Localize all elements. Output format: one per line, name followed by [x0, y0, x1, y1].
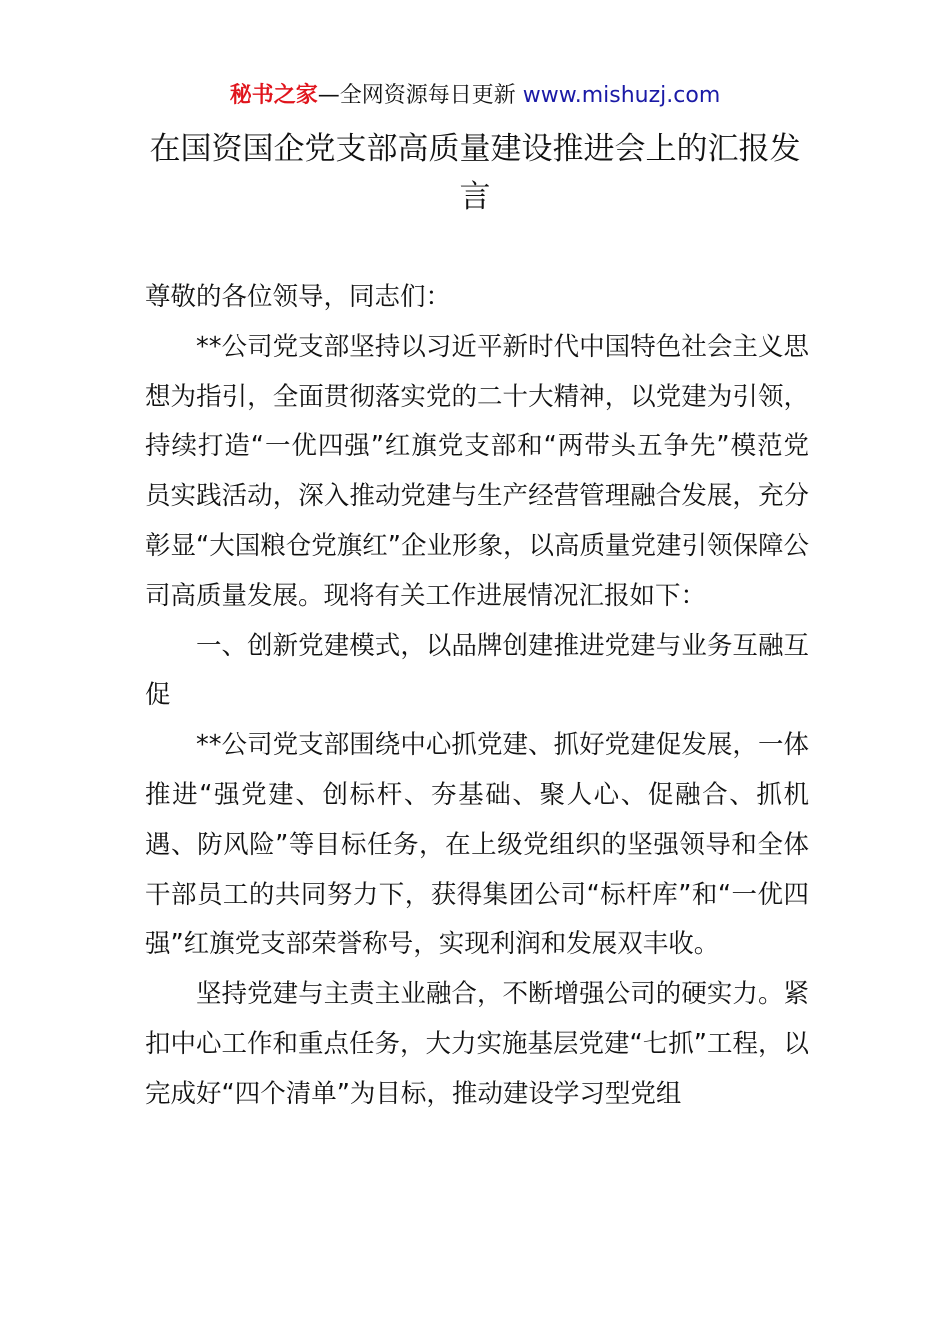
site-header	[0, 80, 950, 112]
document-title: 在国资国企党支部高质量建设推进会上的汇报发言	[149, 131, 801, 215]
site-url-link[interactable]: www.mishuzj.com	[522, 83, 721, 108]
site-brand: 秘书之家	[229, 83, 318, 108]
site-tagline: —全网资源每日更新	[317, 83, 516, 108]
document-body	[145, 273, 809, 1120]
section-heading-1: 一、创新党建模式，以品牌创建推进党建与业务互融互促	[145, 630, 809, 711]
paragraph-intro: **公司党支部坚持以习近平新时代中国特色社会主义思想为指引，全面贯彻落实党的二十大精神，以党建为引领，持续打造“一优四强”红旗党支部和“两带头五争先”模范党员实践活动，深入推动党建与生产经营管理融合发展，充分彰显“大国粮仓党旗红”企业形象，以高质量党建引领保障公司高质量发展。现将有关工作进展情况汇报如下：	[145, 331, 809, 611]
paragraph-integration: 坚持党建与主责主业融合，不断增强公司的硬实力。紧扣中心工作和重点任务，大力实施基层党建“七抓”工程，以完成好“四个清单”为目标，推动建设学习型党组	[145, 979, 809, 1109]
paragraph-section-1: **公司党支部围绕中心抓党建、抓好党建促发展，一体推进“强党建、创标杆、夯基础、聚人心、促融合、抓机遇、防风险”等目标任务，在上级党组织的坚强领导和全体干部员工的共同努力下，获得集团公司“标杆库”和“一优四强”红旗党支部荣誉称号，实现利润和发展双丰收。	[145, 730, 809, 960]
salutation: 尊敬的各位领导，同志们：	[145, 282, 452, 312]
